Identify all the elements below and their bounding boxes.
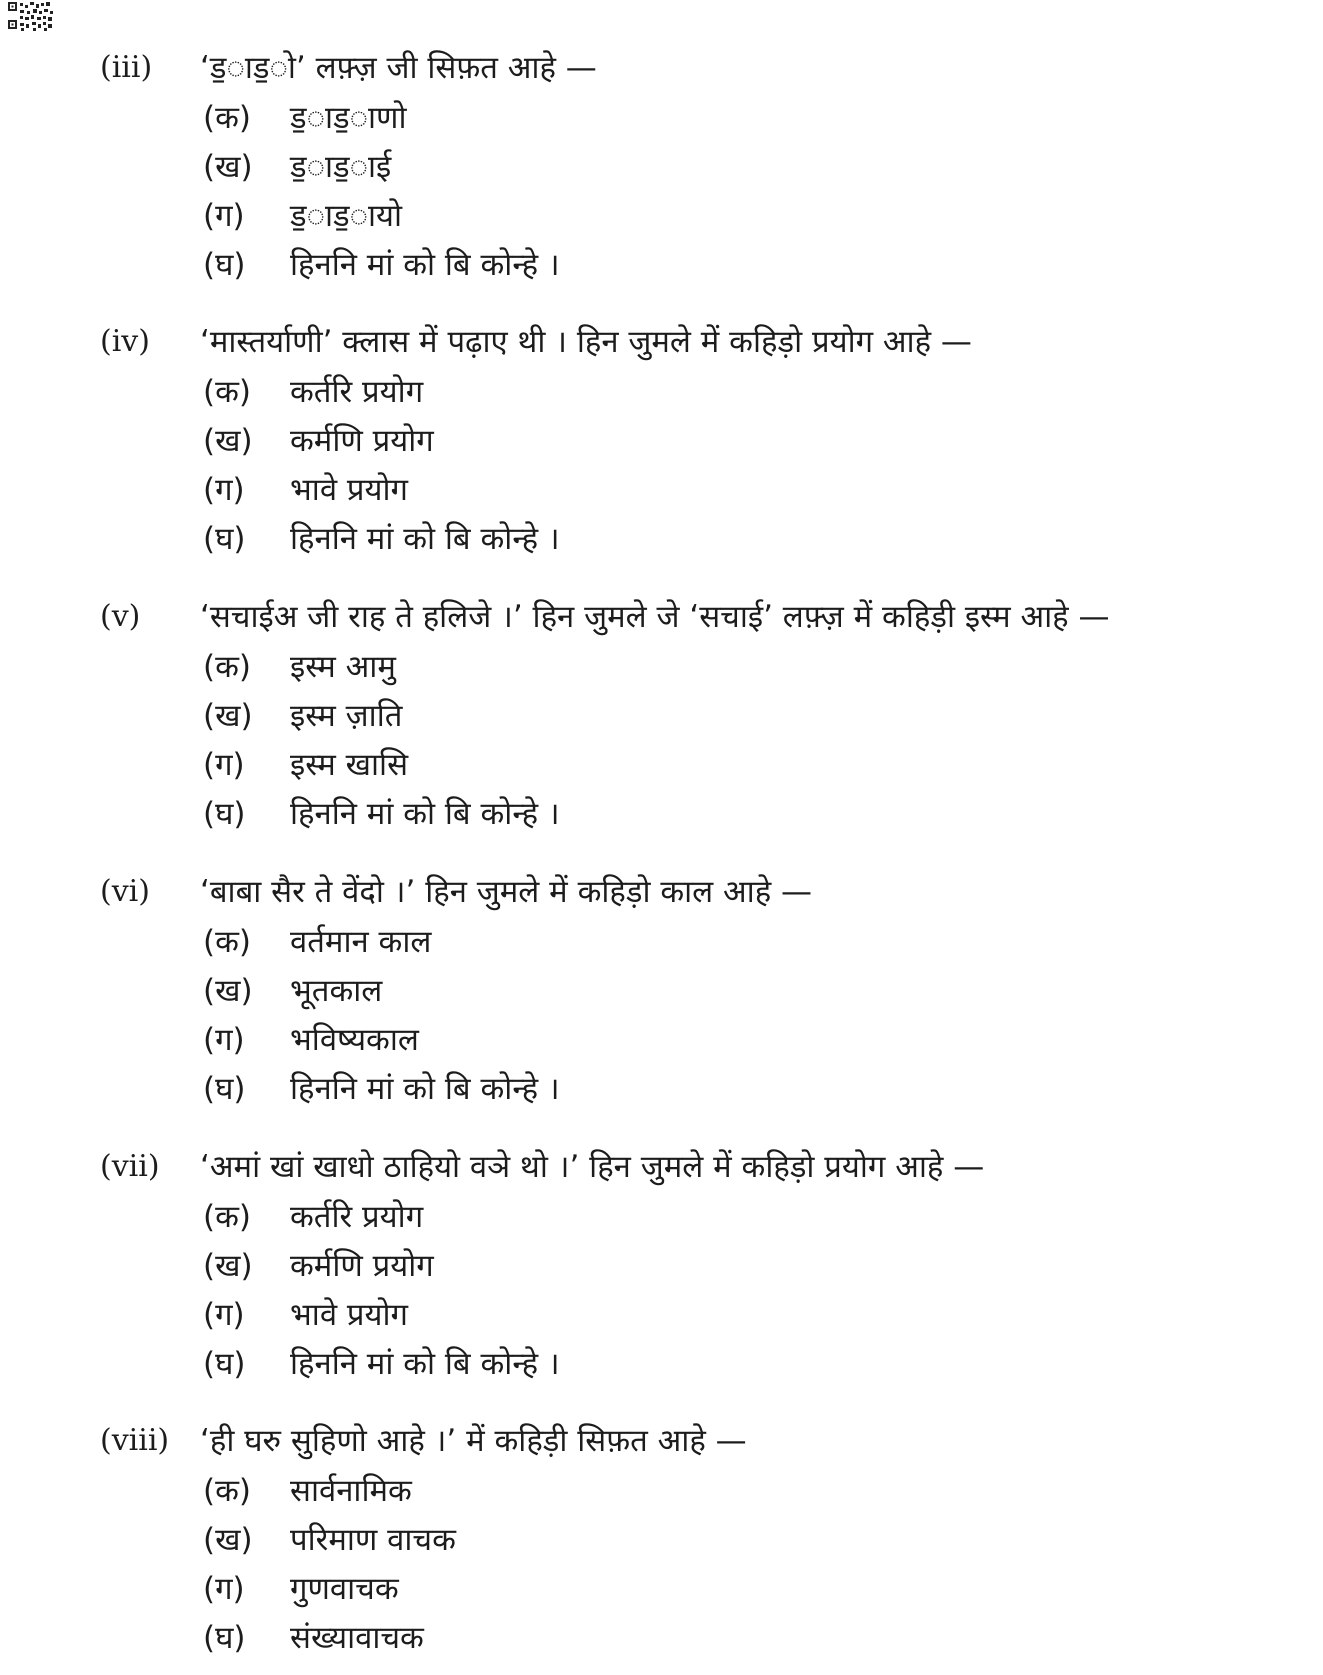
- option-label: (घ): [203, 1620, 246, 1656]
- option-text: ड॒ाड॒ाई: [290, 149, 392, 185]
- option-text: हिननि मां को बि कोन्हे ।: [290, 1071, 560, 1107]
- option-ka: [0, 1471, 1323, 1515]
- option-text: ड॒ाड॒ाणो: [290, 100, 407, 136]
- question-text: ‘अमां खां खाधो ठाहियो वञे थो ।’ हिन जुमले में कहिड़ो प्रयोग आहे —: [200, 1149, 985, 1185]
- option-ga: [0, 1569, 1323, 1613]
- option-label: (ख): [203, 149, 253, 185]
- option-label: (घ): [203, 796, 246, 832]
- question-text: ‘ड॒ाड॒ो’ लफ़्ज़ जी सिफ़त आहे —: [200, 50, 597, 86]
- option-label: (क): [203, 924, 251, 960]
- option-ka: [0, 647, 1323, 691]
- question-text: ‘मास्तर्याणी’ क्लास में पढ़ाए थी । हिन जुमले में कहिड़ो प्रयोग आहे —: [200, 324, 972, 360]
- option-text: भूतकाल: [290, 973, 383, 1009]
- option-gha: [0, 794, 1323, 838]
- option-text: सार्वनामिक: [290, 1473, 412, 1509]
- option-kha: [0, 147, 1323, 191]
- option-text: संख्यावाचक: [290, 1620, 424, 1656]
- option-gha: [0, 245, 1323, 289]
- option-text: भविष्यकाल: [290, 1022, 419, 1058]
- option-gha: [0, 1344, 1323, 1388]
- option-label: (ग): [203, 198, 245, 234]
- option-kha: [0, 1520, 1323, 1564]
- option-text: कर्तरि प्रयोग: [290, 374, 424, 410]
- option-text: परिमाण वाचक: [290, 1522, 456, 1558]
- option-text: ड॒ाड॒ायो: [290, 198, 403, 234]
- option-text: कर्मणि प्रयोग: [290, 423, 434, 459]
- option-label: (घ): [203, 1071, 246, 1107]
- option-text: हिननि मां को बि कोन्हे ।: [290, 1346, 560, 1382]
- option-text: भावे प्रयोग: [290, 1297, 409, 1333]
- option-ka: [0, 98, 1323, 142]
- question-text: ‘बाबा सैर ते वेंदो ।’ हिन जुमले में कहिड़ो काल आहे —: [200, 874, 813, 910]
- option-label: (ग): [203, 747, 245, 783]
- option-text: गुणवाचक: [290, 1571, 399, 1607]
- option-text: इस्म आमु: [290, 649, 396, 685]
- option-kha: [0, 971, 1323, 1015]
- option-label: (क): [203, 100, 251, 136]
- option-ga: [0, 1020, 1323, 1064]
- option-label: (घ): [203, 247, 246, 283]
- option-gha: [0, 519, 1323, 563]
- option-ga: [0, 196, 1323, 240]
- option-ka: [0, 922, 1323, 966]
- option-text: कर्मणि प्रयोग: [290, 1248, 434, 1284]
- option-ka: [0, 372, 1323, 416]
- question-number: (viii): [100, 1423, 170, 1458]
- option-kha: [0, 421, 1323, 465]
- option-text: भावे प्रयोग: [290, 472, 409, 508]
- option-label: (ग): [203, 1571, 245, 1607]
- question-text: ‘सचाईअ जी राह ते हलिजे ।’ हिन जुमले जे ‘सचाई’ लफ़्ज़ में कहिड़ी इस्म आहे —: [200, 599, 1110, 635]
- option-label: (क): [203, 1473, 251, 1509]
- question-number: (vi): [100, 874, 150, 909]
- option-ga: [0, 1295, 1323, 1339]
- option-label: (ख): [203, 1522, 253, 1558]
- option-label: (घ): [203, 1346, 246, 1382]
- option-text: हिननि मां को बि कोन्हे ।: [290, 796, 560, 832]
- option-text: हिननि मां को बि कोन्हे ।: [290, 247, 560, 283]
- option-label: (ख): [203, 973, 253, 1009]
- option-label: (घ): [203, 521, 246, 557]
- question-text: ‘ही घरु सुहिणो आहे ।’ में कहिड़ी सिफ़त आहे —: [200, 1423, 747, 1459]
- question-number: (iv): [100, 324, 150, 359]
- question-number: (iii): [100, 50, 153, 85]
- option-label: (ग): [203, 472, 245, 508]
- option-text: इस्म खासि: [290, 747, 409, 783]
- option-text: वर्तमान काल: [290, 924, 432, 960]
- option-label: (ख): [203, 423, 253, 459]
- option-kha: [0, 1246, 1323, 1290]
- option-label: (ग): [203, 1297, 245, 1333]
- option-label: (ख): [203, 698, 253, 734]
- option-label: (ग): [203, 1022, 245, 1058]
- option-label: (क): [203, 649, 251, 685]
- option-gha: [0, 1069, 1323, 1113]
- question-number: (v): [100, 599, 141, 634]
- option-label: (क): [203, 374, 251, 410]
- option-label: (ख): [203, 1248, 253, 1284]
- option-text: कर्तरि प्रयोग: [290, 1199, 424, 1235]
- option-label: (क): [203, 1199, 251, 1235]
- option-kha: [0, 696, 1323, 740]
- option-gha: [0, 1618, 1323, 1662]
- question-number: (vii): [100, 1149, 160, 1184]
- option-text: इस्म ज़ाति: [290, 698, 403, 734]
- option-ga: [0, 470, 1323, 514]
- option-text: हिननि मां को बि कोन्हे ।: [290, 521, 560, 557]
- option-ka: [0, 1197, 1323, 1241]
- option-ga: [0, 745, 1323, 789]
